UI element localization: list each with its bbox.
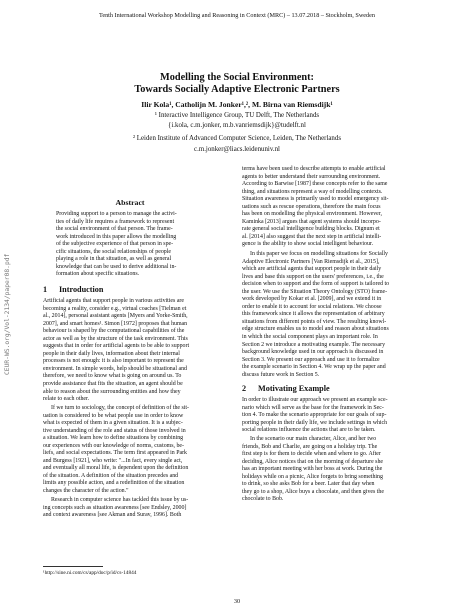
text-line: knowledge that can be used to derive additional in- <box>56 263 177 270</box>
affiliation-1-email: {i.kola, c.m.jonker, m.b.vanriemsdijk}@tudelft.nl <box>168 122 306 129</box>
text-line: behaviour is shaped by the computational capabilities of the <box>43 328 185 335</box>
text-line: decision when to support and the form of support is tailored to <box>242 281 390 288</box>
text-line: social relations influence the actions that are to be taken. <box>242 427 376 434</box>
text-line: Section 3. We present our approach and use it to formalize <box>242 356 380 363</box>
text-line: changes the character of the action." <box>43 488 129 495</box>
text-line: gence is the ability to show social intelligent behaviour. <box>242 241 374 248</box>
right-paragraph-1 <box>242 166 432 249</box>
text-line: what is expected of them in a given situation. It is a subjec- <box>43 420 183 427</box>
text-line: the example scenario in Section 4. We wrap up the paper and <box>242 364 386 371</box>
text-line: ing concepts such as situation awareness [see Endsley, 2000] <box>43 504 187 511</box>
text-line: suggests that in order for artificial agents to be able to support <box>43 343 190 350</box>
text-line: in which the social component plays an important role. In <box>242 334 378 341</box>
text-line: limits any possible action, and a redefinition of the situation <box>43 480 185 487</box>
text-line: playing a role in that situation, as well as general <box>56 256 172 263</box>
text-line: this framework since it allows the representation of arbitrary <box>242 311 385 318</box>
text-line: they go to a shop, Alice buys a chocolate, and then gives the <box>242 488 384 495</box>
text-line: al. [2014] also suggest that the next step in artificial intelli- <box>242 233 382 240</box>
text-line: processes is not enough: it is also important to represent the <box>43 358 184 365</box>
text-line: environment. In simple words, help should be situational and <box>43 365 187 372</box>
text-line: uations such as rescue operations, therefore the main focus <box>242 203 381 210</box>
text-line: Situation awareness is primarily used to model emergency sit- <box>242 196 389 203</box>
text-line: has an important meeting with her boss at work. During the <box>242 466 383 473</box>
text-line: edge structure enables us to model and reason about situations <box>242 326 389 333</box>
text-line: cific situations, the social relationships of people <box>56 248 172 255</box>
section-1-paragraph-2 <box>43 405 233 496</box>
text-line: and context awareness [see Akman and Surav, 1996]. Both <box>43 512 182 519</box>
title-line-1: Modelling the Social Environment: <box>160 72 314 83</box>
text-line: actor as well as by the structure of the task environment. This <box>43 335 188 342</box>
text-line: has been on modelling the physical environment. However, <box>242 211 382 218</box>
text-line: work developed by Kokar et al. [2009], and we extend it in <box>242 296 382 303</box>
section-1-paragraph-3 <box>43 497 233 520</box>
text-line: relate to each other. <box>43 396 90 403</box>
text-line: a situation. We learn how to define situations by combining <box>43 435 184 442</box>
text-line: tion 4. To make the scenario appropriate for our goals of sup- <box>242 412 387 419</box>
text-line: Adaptive Electronic Partners [Van Riemsdijk et al., 2015], <box>242 258 380 265</box>
text-line: al., 2014], personal assistant agents [Myers and Yorke-Smith, <box>43 313 188 320</box>
text-line: situations from different points of view. The resulting knowl- <box>242 318 387 325</box>
text-line: agents to better understand their surrounding environment. <box>242 173 381 180</box>
affiliation-2-email: c.m.jonker@liacs.leidenuniv.nl <box>194 146 280 153</box>
text-line: provide assistance that fits the situation, an agent should be <box>43 381 183 388</box>
text-line: liefs, and social expectations. The term first appeared in Park <box>43 450 187 457</box>
text-line: Research in computer science has tackled this issue by us- <box>51 497 189 503</box>
text-line: tive understanding of the role and status of those involved in <box>43 427 186 434</box>
text-line: which are artificial agents that support people in their daily <box>242 266 382 273</box>
text-line: work introduced in this paper allows the modelling <box>56 233 177 240</box>
section-2-paragraph-1 <box>242 397 432 435</box>
text-line: 2007], and smart homes¹. Simon [1972] proposes that human <box>43 320 188 327</box>
text-line: of the situation. A definition of the situation precedes and <box>43 472 179 479</box>
title-line-2: Towards Socially Adaptive Electronic Partners <box>134 83 340 95</box>
affiliation-2: ² Leiden Institute of Advanced Computer Science, Leiden, The Netherlands <box>132 135 342 142</box>
text-line: Section 2 we introduce a motivating example. The necessary <box>242 341 386 348</box>
text-line: holidays while on a picnic, Alice forgets to bring something <box>242 473 383 480</box>
text-line: people in their daily lives, information about their internal <box>43 350 180 357</box>
text-line: therefore, we need to know what is going on around us. To <box>43 373 182 380</box>
text-line: Artificial agents that support people in various activities are <box>43 298 185 304</box>
text-line: formation about specific situations. <box>56 271 140 278</box>
text-line: ties of daily life requires a framework to represent <box>56 218 175 225</box>
text-line: In the scenario our main character, Alice, and her two <box>250 436 377 442</box>
text-line: uation is considered to be what people use in order to know <box>43 412 184 419</box>
text-line: our experiences with our knowledge of norms, customs, be- <box>43 442 185 449</box>
abstract-body <box>56 211 204 279</box>
text-line: According to Barwise [1987] these concepts refer to the same <box>242 181 388 188</box>
text-line: and eventually all moral life, is dependent upon the definition <box>43 465 189 472</box>
text-line: terms have been used to describe attempts to enable artificial <box>242 166 386 172</box>
side-stamp: CEUR-WS.org/Vol-2134/paper08.pdf <box>4 253 11 375</box>
section-2-number: 2 <box>242 384 247 393</box>
text-line: deciding, Alice notices that on the morning of departure she <box>242 458 384 465</box>
section-1-heading <box>43 285 103 295</box>
authors: Ilir Kola¹, Catholijn M. Jonker¹,², M. Birna van Riemsdijk¹ <box>141 100 333 109</box>
page-number: 30 <box>233 598 241 605</box>
section-1-title: Introduction <box>59 285 104 294</box>
text-line: the user. We use the Situation Theory Ontology (STO) frame- <box>242 288 388 295</box>
section-2-title: Motivating Example <box>258 384 330 393</box>
paper-title <box>0 72 474 95</box>
section-2-paragraph-2 <box>242 436 432 504</box>
text-line: If we turn to sociology, the concept of definition of the sit- <box>51 405 190 411</box>
text-line: In this paper we focus on modelling situations for Socially <box>250 251 388 257</box>
text-line: to drink, so she asks Bob for a beer. Later that day when <box>242 481 375 488</box>
affiliation-1: ¹ Interactive Intelligence Group, TU Delft, The Netherlands <box>154 112 320 119</box>
footnote: ¹http://sine.ni.com/cs/app/doc/p/id/cs-14844 <box>43 570 137 576</box>
running-header: Tenth International Workshop Modelling and Reasoning in Context (MRC) – 13.07.2018 – Stockholm, Sweden <box>99 12 375 19</box>
text-line: able to reason about the surrounding entities and how they <box>43 388 181 395</box>
text-line: nario which will serve as the base for the framework in Sec- <box>242 404 384 411</box>
text-line: background knowledge used in our approach is discussed in <box>242 349 384 356</box>
footnote-rule <box>43 566 103 567</box>
text-line: discuss future work in Section 5. <box>242 371 320 378</box>
section-1-number: 1 <box>43 285 48 294</box>
right-paragraph-2 <box>242 251 432 379</box>
abstract-heading: Abstract <box>115 198 145 207</box>
text-line: the social environment of that person. The frame- <box>56 226 173 233</box>
text-line: thing, and situations represent a way of modelling contexts. <box>242 188 383 195</box>
text-line: rate general social intelligence building blocks. Dignum et <box>242 226 380 233</box>
text-line: chocolate to Bob. <box>242 496 284 503</box>
text-line: becoming a reality, consider e.g., virtual coaches [Tielman et <box>43 305 187 312</box>
text-line: Providing support to a person to manage the activi- <box>56 211 177 217</box>
text-line: lives and base this support on the users' preferences, i.e., the <box>242 273 384 280</box>
section-2-heading <box>242 384 330 394</box>
text-line: friends, Bob and Charlie, are going on a holiday trip. The <box>242 443 378 450</box>
text-line: first step is for them to decide when and where to go. After <box>242 451 381 458</box>
text-line: order to enable it to account for social relations. We choose <box>242 303 382 310</box>
text-line: In order to illustrate our approach we present an example sce- <box>242 397 388 403</box>
text-line: of the subjective experience of that person in spe- <box>56 241 174 248</box>
text-line: and Burgess [1921], who write: "...In fact, every single act, <box>43 457 183 464</box>
text-line: porting people in their daily life, we include settings in which <box>242 419 388 426</box>
section-1-paragraph-1 <box>43 298 233 404</box>
text-line: Kaminka [2013] argues that agent systems should incorpo- <box>242 218 381 225</box>
